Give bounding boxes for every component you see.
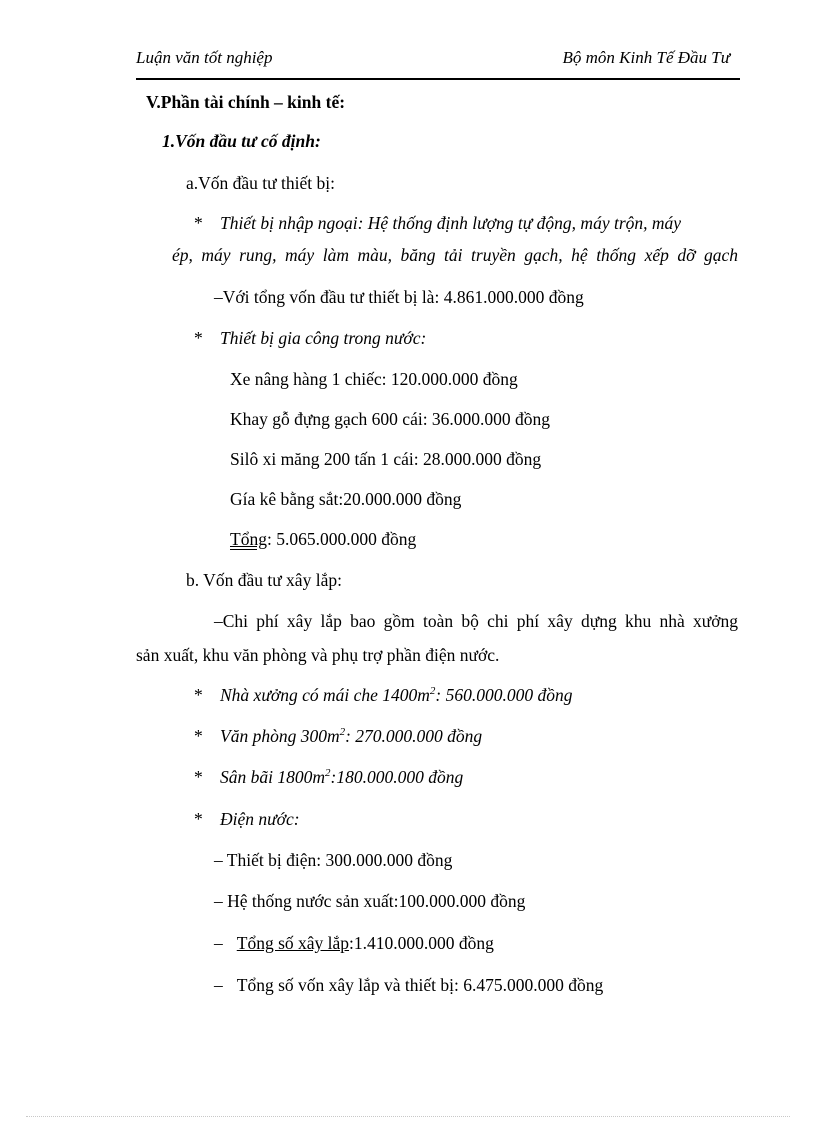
part-b-title: b. Vốn đầu tư xây lắp: xyxy=(186,570,342,590)
subsection-title: 1.Vốn đầu tư cố định: xyxy=(162,131,321,151)
list-item: Xe nâng hàng 1 chiếc: 120.000.000 đồng xyxy=(230,369,518,389)
imported-equipment-line1: * Thiết bị nhập ngoại: Hệ thống định lượng tự động, máy trộn, máy xyxy=(194,213,682,233)
bullet-star-icon: * xyxy=(194,809,203,829)
section-title: V.Phần tài chính – kinh tế: xyxy=(146,92,346,112)
electric-cost: – Thiết bị điện: 300.000.000 đồng xyxy=(214,850,453,870)
bullet-star-icon: * xyxy=(194,726,203,746)
domestic-equipment-title: * Thiết bị gia công trong nước: xyxy=(194,328,427,348)
utilities-title: * Điện nước: xyxy=(194,809,300,829)
bullet-star-icon: * xyxy=(194,213,203,233)
construction-desc-line1: –Chi phí xây lắp bao gồm toàn bộ chi phí xây dựng khu nhà xưởng xyxy=(214,611,738,631)
header-rule xyxy=(136,78,740,80)
list-item: Khay gỗ đựng gạch 600 cái: 36.000.000 đồng xyxy=(230,409,551,429)
header-left: Luận văn tốt nghiệp xyxy=(136,48,273,67)
yard-cost: * Sân bãi $1800m^2:180.000.000$ đồng xyxy=(194,767,464,787)
total-label: Tổng xyxy=(230,529,267,549)
construction-desc-line2: sản xuất, khu văn phòng và phụ trợ phần điện nước. xyxy=(136,645,500,665)
bullet-star-icon: * xyxy=(194,328,203,348)
bullet-star-icon: * xyxy=(194,685,203,705)
grand-total: – Tổng số vốn xây lắp và thiết bị: 6.475.000.000 đồng xyxy=(214,975,604,995)
page-bottom-divider xyxy=(26,1116,790,1117)
construction-total-label: Tổng số xây lắp xyxy=(236,933,350,953)
construction-total: – Tổng số xây lắp:1.410.000.000 đồng xyxy=(214,933,494,953)
list-item: Silô xi măng 200 tấn 1 cái: 28.000.000 đồng xyxy=(230,449,542,469)
workshop-cost: * Nhà xưởng có mái che $1400m^2$: 560.000.000 đồng xyxy=(194,685,573,705)
total-equipment: –Với tổng vốn đầu tư thiết bị là: 4.861.000.000 đồng xyxy=(214,287,584,307)
header-right: Bộ môn Kinh Tế Đầu Tư xyxy=(562,48,730,67)
part-a-title: a.Vốn đầu tư thiết bị: xyxy=(186,173,335,193)
office-cost: * Văn phòng $300m^2$: 270.000.000 đồng xyxy=(194,726,483,746)
water-cost: – Hệ thống nước sản xuất:100.000.000 đồng xyxy=(214,891,526,911)
bullet-star-icon: * xyxy=(194,767,203,787)
list-item: Gía kê bằng sắt:20.000.000 đồng xyxy=(230,489,462,509)
imported-equipment-line2: ép, máy rung, máy làm màu, băng tải truyền gạch, hệ thống xếp dỡ gạch xyxy=(172,245,738,265)
equipment-total: Tổng: 5.065.000.000 đồng xyxy=(230,529,417,549)
